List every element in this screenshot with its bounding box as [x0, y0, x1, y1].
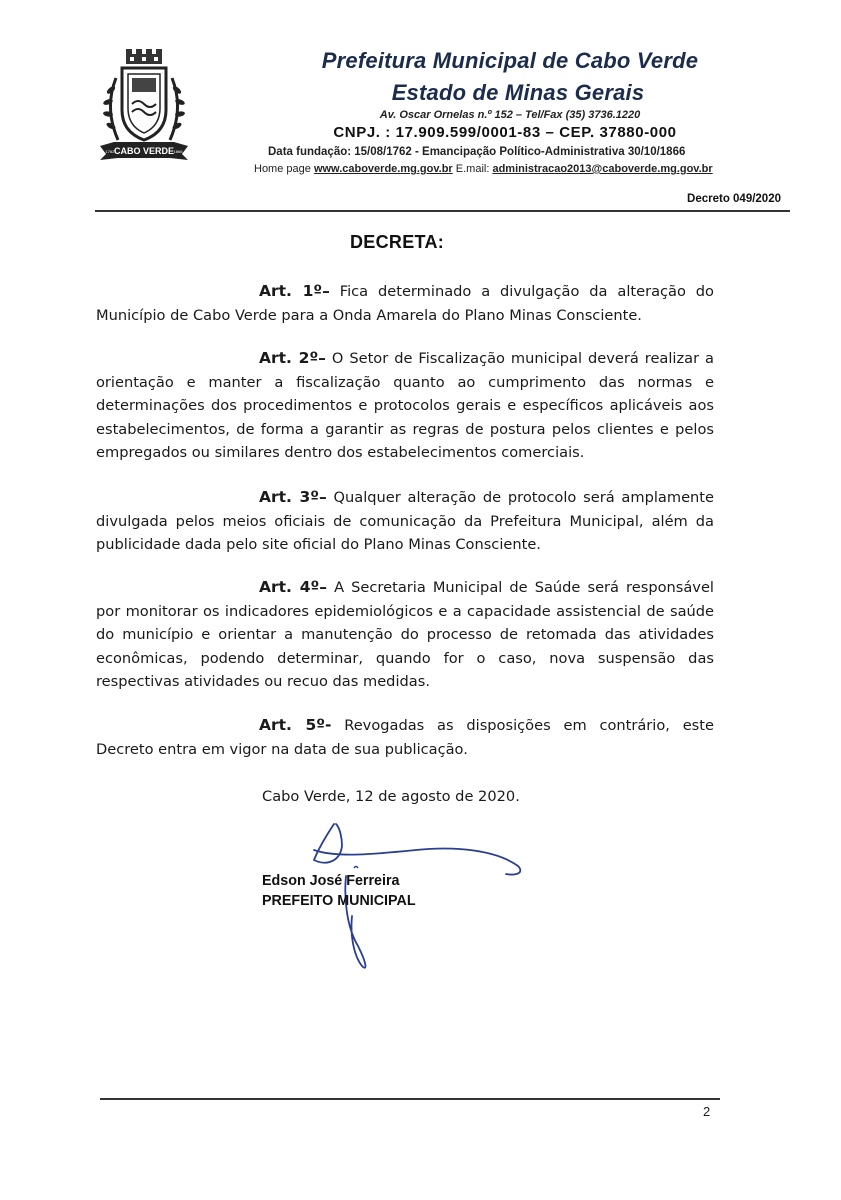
- article-4: [96, 576, 714, 694]
- article-1-label: Art. 1º–: [259, 282, 330, 300]
- decree-number: Decreto 049/2020: [687, 193, 781, 205]
- header-cnpj: CNPJ. : 17.909.599/0001-83 – CEP. 37880-000: [333, 124, 677, 141]
- article-5: [96, 714, 714, 761]
- article-4-text: A Secretaria Municipal de Saúde será responsável por monitorar os indicadores epidemiológicos e a capacidade assistencial de saúde do município e orientar a manutenção do processo de retomada das atividades econômicas, podendo determinar, quando for o caso, nova suspensão das respectivas atividades ou recuo das medidas.: [96, 579, 714, 690]
- signer-name: Edson José Ferreira: [262, 873, 400, 889]
- header-title-state: Estado de Minas Gerais: [391, 80, 645, 105]
- header-title-municipality: Prefeitura Municipal de Cabo Verde: [321, 48, 699, 73]
- crest-year-left: 1762: [105, 149, 115, 154]
- article-2: [96, 347, 714, 465]
- article-1: [96, 280, 714, 327]
- article-2-text: O Setor de Fiscalização municipal deverá realizar a orientação e manter a fiscalização quanto ao cumprimento das normas e determinações dos procedimentos e protocolos gerais e específicos aplicáveis aos estabelecimentos, de forma a garantir as regras de postura pelos clientes e pelos empregados ou similares dentro dos estabelecimentos comerciais.: [96, 350, 714, 461]
- article-5-text: Revogadas as disposições em contrário, este Decreto entra em vigor na data de sua publicação.: [96, 717, 714, 758]
- homepage-label: Home page: [254, 163, 311, 175]
- municipal-coat-of-arms-icon: [96, 48, 192, 168]
- signer-title: PREFEITO MUNICIPAL: [262, 893, 416, 909]
- decree-heading: DECRETA:: [350, 232, 445, 252]
- homepage-link[interactable]: www.caboverde.mg.gov.br: [313, 163, 453, 175]
- article-5-label: Art. 5º-: [259, 716, 332, 734]
- crest-year-right: 1866: [173, 149, 183, 154]
- article-3-text: Qualquer alteração de protocolo será amplamente divulgada pelos meios oficiais de comunicação da Prefeitura Municipal, além da publicidade dada pelo site oficial do Plano Minas Consciente.: [96, 489, 714, 553]
- article-2-label: Art. 2º–: [259, 349, 326, 367]
- crest-banner-text: CABO VERDE: [113, 146, 175, 156]
- footer-divider: [100, 1098, 720, 1100]
- header-contact-links: [254, 163, 774, 175]
- email-link[interactable]: administracao2013@caboverde.mg.gov.br: [492, 163, 713, 175]
- email-label: E.mail:: [455, 163, 490, 175]
- article-3: [96, 486, 714, 557]
- article-4-label: Art. 4º–: [259, 578, 328, 596]
- header-address: Av. Oscar Ornelas n.º 152 – Tel/Fax (35) 3736.1220: [379, 109, 641, 121]
- article-3-label: Art. 3º–: [259, 488, 327, 506]
- place-and-date: Cabo Verde, 12 de agosto de 2020.: [262, 788, 520, 805]
- header-founding-dates: Data fundação: 15/08/1762 - Emancipação Político-Administrativa 30/10/1866: [268, 146, 686, 158]
- article-1-text: Fica determinado a divulgação da alteração do Município de Cabo Verde para a Onda Amarela do Plano Minas Consciente.: [96, 283, 714, 324]
- page-number: 2: [703, 1104, 711, 1119]
- header-divider: [95, 210, 790, 212]
